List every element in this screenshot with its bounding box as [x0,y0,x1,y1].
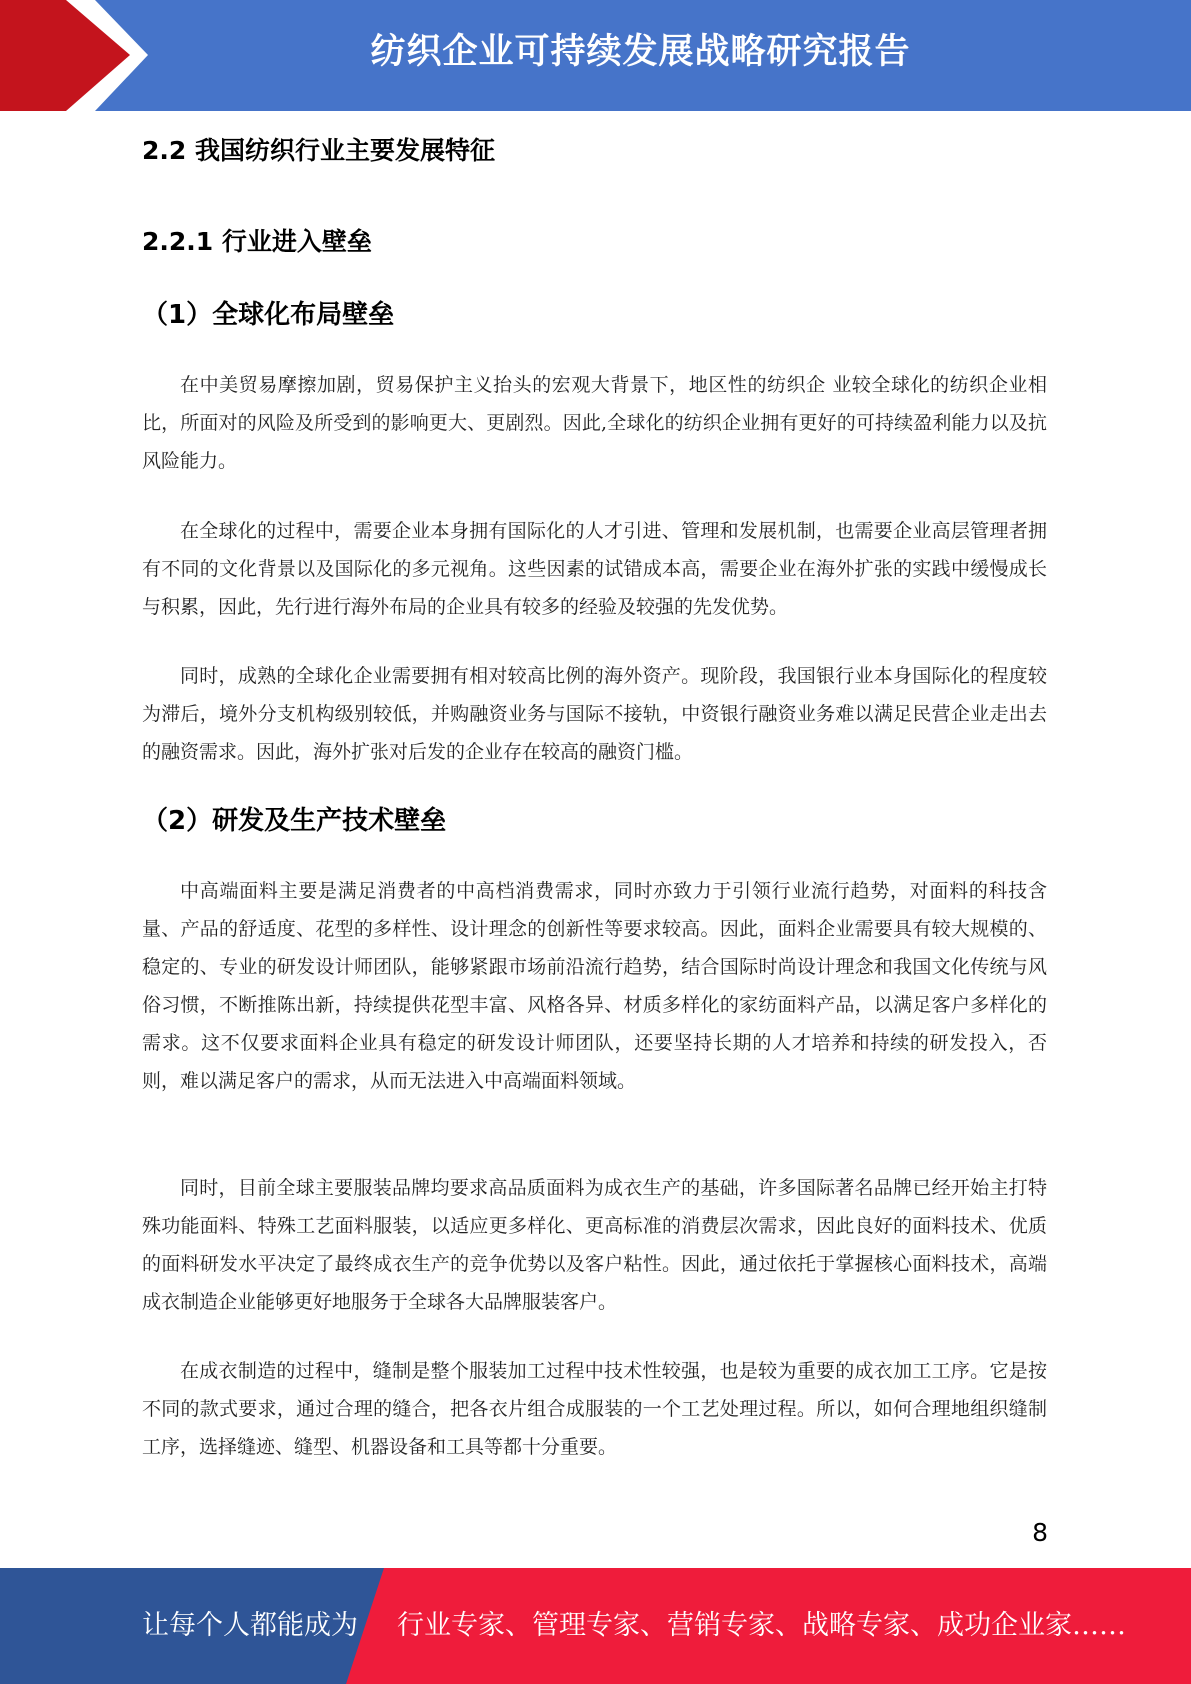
report-title: 纺织企业可持续发展战略研究报告 [370,32,911,72]
paragraph: 在全球化的过程中，需要企业本身拥有国际化的人才引进、管理和发展机制，也需要企业高层管理者拥有不同的文化背景以及国际化的多元视角。这些因素的试错成本高，需要企业在海外扩张的实践中缓慢成长与积累，因此，先行进行海外布局的企业具有较多的经验及较强的先发优势。 [142,520,1047,618]
paragraph: 同时，目前全球主要服装品牌均要求高品质面料为成衣生产的基础，许多国际著名品牌已经开始主打特殊功能面料、特殊工艺面料服装，以适应更多样化、更高标准的消费层次需求，因此良好的面料技术、优质的面料研发水平决定了最终成衣生产的竞争优势以及客户粘性。因此，通过依托于掌握核心面料技术，高端成衣制造企业能够更好地服务于全球各大品牌服装客户。 [142,1177,1047,1313]
page-number: 8 [1032,1518,1048,1547]
paragraph: 同时，成熟的全球化企业需要拥有相对较高比例的海外资产。现阶段，我国银行业本身国际化的程度较为滞后，境外分支机构级别较低，并购融资业务与国际不接轨，中资银行融资业务难以满足民营企业走出去的融资需求。因此，海外扩张对后发的企业存在较高的融资门槛。 [142,665,1047,763]
footer-slogan-right: 行业专家、管理专家、营销专家、战略专家、成功企业家…… [397,1610,1126,1641]
page-footer [0,1568,1191,1684]
page-header [0,0,1191,111]
paragraph: 中高端面料主要是满足消费者的中高档消费需求，同时亦致力于引领行业流行趋势，对面料的科技含量、产品的舒适度、花型的多样性、设计理念的创新性等要求较高。因此，面料企业需要具有较大规模的、稳定的、专业的研发设计师团队，能够紧跟市场前沿流行趋势，结合国际时尚设计理念和我国文化传统与风俗习惯，不断推陈出新，持续提供花型丰富、风格各异、材质多样化的家纺面料产品，以满足客户多样化的需求。这不仅要求面料企业具有稳定的研发设计师团队，还要坚持长期的人才培养和持续的研发投入，否则，难以满足客户的需求，从而无法进入中高端面料领域。 [142,880,1047,1092]
paragraph: 在成衣制造的过程中，缝制是整个服装加工过程中技术性较强，也是较为重要的成衣加工工序。它是按不同的款式要求，通过合理的缝合，把各衣片组合成服装的一个工艺处理过程。所以，如何合理地组织缝制工序，选择缝迹、缝型、机器设备和工具等都十分重要。 [142,1360,1047,1458]
subsection-heading: 2.2.1 行业进入壁垒 [142,227,372,256]
paragraph: 在中美贸易摩擦加剧，贸易保护主义抬头的宏观大背景下，地区性的纺织企 业较全球化的纺织企业相比，所面对的风险及所受到的影响更大、更剧烈。因此,全球化的纺织企业拥有更好的可持续盈利能力以及抗风险能力。 [142,374,1047,472]
section-heading: 2.2 我国纺织行业主要发展特征 [142,136,495,165]
footer-slogan-left: 让每个人都能成为 [142,1610,358,1641]
barrier-heading-rnd-production: （2）研发及生产技术壁垒 [142,806,447,836]
barrier-heading-globalization: （1）全球化布局壁垒 [142,300,395,330]
